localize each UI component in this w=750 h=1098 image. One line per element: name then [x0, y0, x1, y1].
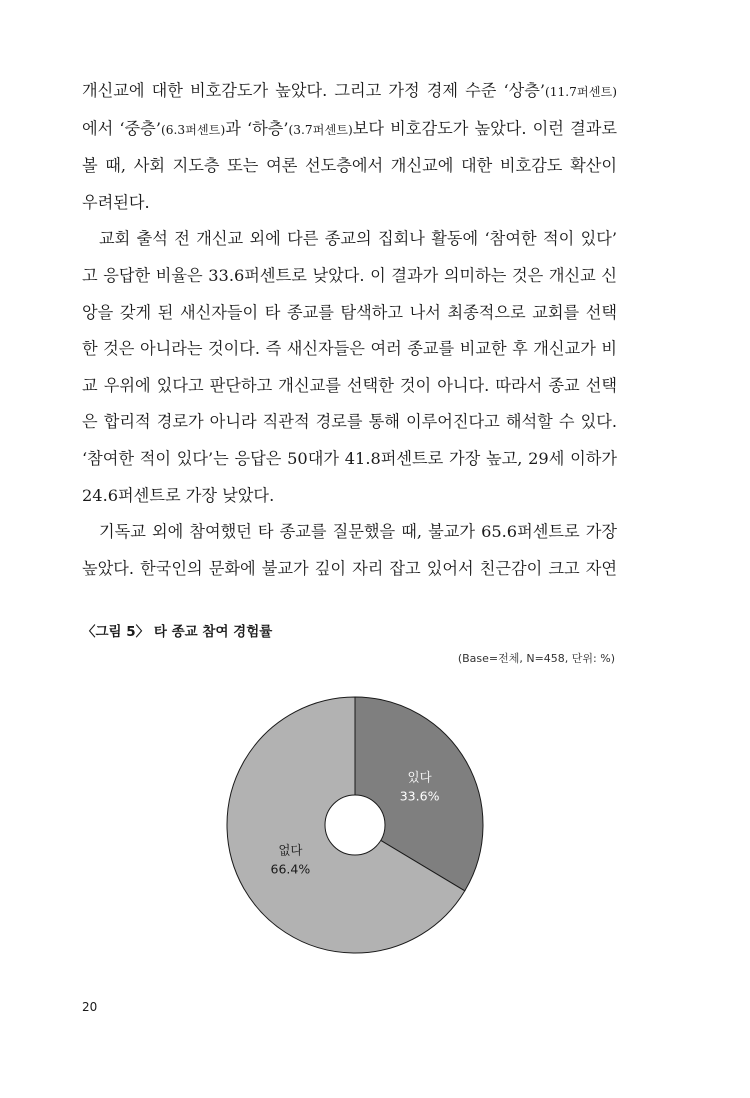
text-line: ‘참여한 적이 있다’는 응답은 50대가 41.8퍼센트로 가장 높고, 29세 이하가 [82, 448, 617, 468]
pie-chart [220, 690, 490, 960]
text-line: 높았다. 한국인의 문화에 불교가 깊이 자리 잡고 있어서 친근감이 크고 자연 [82, 558, 617, 578]
slice-value-label: 66.4% [270, 861, 311, 877]
text-line: 앙을 갖게 된 새신자들이 타 종교를 탐색하고 나서 최종적으로 교회를 선택 [82, 302, 617, 322]
figure-note: (Base=전체, N=458, 단위: %) [457, 652, 615, 665]
text-line: 기독교 외에 참여했던 타 종교를 질문했을 때, 불교가 65.6퍼센트로 가장 [99, 522, 617, 542]
body-text [82, 73, 617, 587]
slice-label: 있다 [407, 769, 432, 785]
donut-hole [325, 795, 385, 855]
text-line: 에서 ‘중층’(6.3퍼센트)과 ‘하층’(3.7퍼센트)보다 비호감도가 높았다. 이런 결과로 [82, 118, 617, 138]
text-line: 교 우위에 있다고 판단하고 개신교를 선택한 것이 아니다. 따라서 종교 선택 [82, 375, 617, 395]
figure-title: 〈그림 5〉 타 종교 참여 경험률 [82, 624, 273, 640]
page-number: 20 [82, 1000, 98, 1014]
text-line: 개신교에 대한 비호감도가 높았다. 그리고 가정 경제 수준 ‘상층’(11.7퍼센트) [82, 81, 617, 100]
text-line: 은 합리적 경로가 아니라 직관적 경로를 통해 이루어진다고 해석할 수 있다. [82, 412, 617, 432]
text-line: 볼 때, 사회 지도층 또는 여론 선도층에서 개신교에 대한 비호감도 확산이 [82, 156, 617, 176]
slice-label: 없다 [278, 842, 303, 858]
text-line: 한 것은 아니라는 것이다. 즉 새신자들은 여러 종교를 비교한 후 개신교가 비 [82, 339, 617, 359]
slice-value-label: 33.6% [399, 788, 440, 804]
text-line: 우려된다. [82, 192, 150, 212]
text-line: 고 응답한 비율은 33.6퍼센트로 낮았다. 이 결과가 의미하는 것은 개신교 신 [82, 265, 617, 285]
text-line: 교회 출석 전 개신교 외에 다른 종교의 집회나 활동에 ‘참여한 적이 있다’ [99, 229, 617, 249]
text-line: 24.6퍼센트로 가장 낮았다. [82, 485, 275, 505]
